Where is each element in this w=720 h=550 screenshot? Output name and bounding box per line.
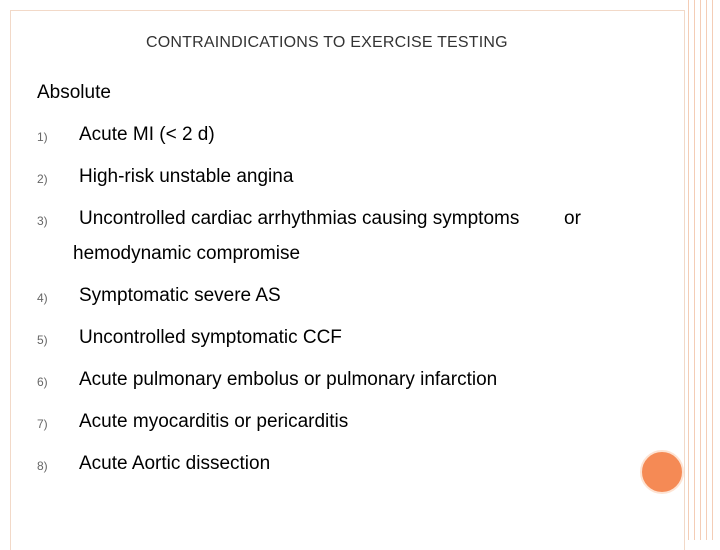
list-item xyxy=(0,166,680,192)
item-text: Acute Aortic dissection xyxy=(79,453,271,474)
item-number: 8) xyxy=(37,459,48,473)
item-text: Acute MI (< 2 d) xyxy=(79,124,215,145)
item-text: Symptomatic severe AS xyxy=(79,285,281,306)
list-item xyxy=(0,124,680,150)
list-item xyxy=(0,327,680,353)
item-number: 1) xyxy=(37,130,48,144)
item-text-end: or xyxy=(564,208,581,229)
item-text: Uncontrolled cardiac arrhythmias causing symptoms xyxy=(79,208,520,229)
decorative-circle xyxy=(640,450,684,494)
item-number: 7) xyxy=(37,417,48,431)
section-heading: Absolute xyxy=(37,82,111,103)
slide-title: CONTRAINDICATIONS TO EXERCISE TESTING xyxy=(146,34,508,51)
item-text: Uncontrolled symptomatic CCF xyxy=(79,327,342,348)
item-text: Acute pulmonary embolus or pulmonary infarction xyxy=(79,369,498,390)
item-number: 5) xyxy=(37,333,48,347)
item-number: 4) xyxy=(37,291,48,305)
list-item xyxy=(0,369,680,395)
item-text: High-risk unstable angina xyxy=(79,166,294,187)
decorative-rail xyxy=(694,0,695,540)
decorative-rail xyxy=(688,0,689,540)
list-item xyxy=(0,453,680,479)
item-continuation: hemodynamic compromise xyxy=(73,243,301,264)
item-number: 3) xyxy=(37,214,48,228)
list-item xyxy=(0,285,680,311)
list-item xyxy=(0,411,680,437)
list-item xyxy=(0,208,680,234)
item-number: 6) xyxy=(37,375,48,389)
decorative-rail xyxy=(700,0,701,540)
decorative-rail xyxy=(712,0,713,540)
item-number: 2) xyxy=(37,172,48,186)
decorative-rail xyxy=(706,0,707,540)
item-text: Acute myocarditis or pericarditis xyxy=(79,411,349,432)
